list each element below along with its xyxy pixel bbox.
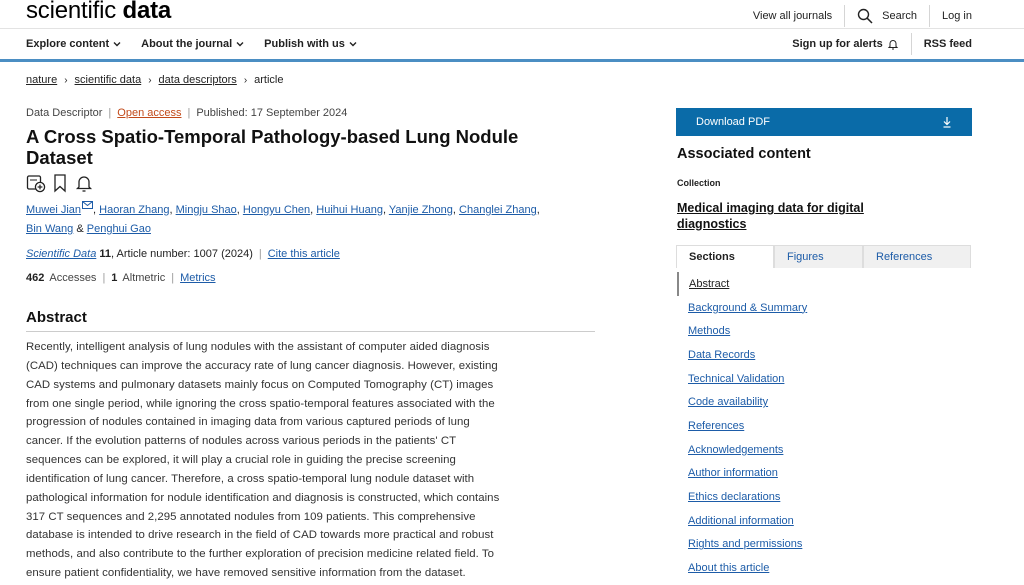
altmetric-count: 1 (111, 272, 118, 284)
abstract-line: ensure patient confidentiality, we have removed sensitive information from the dataset. (26, 567, 466, 580)
login-link[interactable]: Log in (942, 10, 972, 22)
divider (911, 33, 912, 55)
breadcrumb-separator: › (243, 74, 248, 86)
bookmark-icon[interactable] (50, 173, 70, 193)
abstract-line: from one single period, while ignoring the cross spatio-temporal features associated with the (26, 397, 495, 410)
search-label: Search (882, 10, 918, 22)
open-access-link[interactable]: Open access (117, 107, 182, 119)
bell-icon[interactable] (74, 173, 94, 193)
search-icon (857, 8, 873, 24)
breadcrumb-nature[interactable]: nature (26, 74, 58, 86)
collection-link[interactable]: Medical imaging data for digital diagnostics (677, 201, 864, 231)
section-link-rights[interactable]: Rights and permissions (688, 538, 803, 551)
author-list: Muwei Jian , Haoran Zhang, Mingju Shao, Hongyu Chen, Huihui Huang, Yanjie Zhong, Changlei Zhang, Bin Wang & Penghui Gao (26, 201, 596, 239)
journal-name-link[interactable]: Scientific Data (26, 248, 97, 260)
breadcrumb-separator: › (64, 74, 68, 86)
rss-feed-link[interactable]: RSS feed (923, 38, 972, 50)
section-link-author-information[interactable]: Author information (688, 467, 778, 480)
author-link[interactable]: Yanjie Zhong (388, 204, 453, 216)
chevron-down-icon (349, 40, 357, 48)
section-link-code-availability[interactable]: Code availability (688, 396, 769, 409)
article-type: Data Descriptor (26, 107, 103, 119)
section-link-acknowledgements[interactable]: Acknowledgements (688, 443, 784, 456)
accesses-label: Accesses (49, 272, 97, 284)
breadcrumb-scientific-data[interactable]: scientific data (74, 74, 142, 86)
header-rule (0, 59, 1024, 62)
breadcrumb (26, 74, 284, 86)
breadcrumb-separator: › (148, 74, 152, 86)
author-link[interactable]: Haoran Zhang (99, 204, 170, 216)
divider: | (187, 107, 191, 119)
cite-article-link[interactable]: Cite this article (267, 248, 340, 260)
volume: 11 (99, 248, 112, 260)
author-link[interactable]: Hongyu Chen (242, 204, 311, 216)
tab-sections[interactable]: Sections (676, 245, 774, 268)
section-link-ethics[interactable]: Ethics declarations (688, 491, 781, 504)
header-links (753, 5, 972, 27)
abstract-line: database is intended to drive research in the field of CAD towards more practical and robust (26, 529, 494, 542)
author-link[interactable]: Huihui Huang (316, 204, 383, 216)
site-logo[interactable] (26, 0, 171, 25)
abstract-heading: Abstract (26, 309, 87, 326)
download-icon (942, 116, 952, 128)
author-link[interactable]: Penghui Gao (86, 223, 151, 235)
tab-figures[interactable]: Figures (774, 245, 863, 268)
site-header (0, 0, 1024, 28)
section-link-additional-info[interactable]: Additional information (688, 514, 794, 527)
abstract-line: cancer. If the evolution patterns of nodules across various periods in the patients' CT (26, 435, 457, 448)
breadcrumb-current: article (254, 74, 284, 86)
alerts-label: Sign up for alerts (792, 38, 883, 50)
main-nav (0, 28, 1024, 60)
citation-line (26, 248, 340, 260)
explore-content-menu[interactable] (26, 38, 121, 50)
breadcrumb-data-descriptors[interactable]: data descriptors (158, 74, 237, 86)
abstract-line: identification of lung cancer. Therefore, a cross spatio-temporal lung nodule dataset with (26, 472, 475, 485)
section-link-data-records[interactable]: Data Records (688, 348, 756, 361)
about-journal-menu[interactable] (141, 38, 244, 50)
alerts-signup-button[interactable] (792, 38, 898, 50)
abstract-text (26, 338, 599, 583)
section-link-methods[interactable]: Methods (688, 325, 731, 338)
abstract-divider (26, 331, 595, 332)
search-button[interactable] (857, 8, 917, 24)
add-to-collection-icon[interactable] (26, 173, 46, 193)
abstract-line: methods, and also contribute to the further exploration of precision medicine related field. To (26, 548, 495, 561)
abstract-line: Recently, intelligent analysis of lung nodules with the assistant of computer aided diagnosis (26, 341, 490, 353)
publish-menu[interactable] (264, 38, 357, 50)
article-number: , Article number: 1007 (2024) (111, 248, 253, 260)
explore-label: Explore content (26, 38, 110, 50)
email-icon[interactable] (82, 201, 93, 209)
tab-references[interactable]: References (863, 245, 971, 268)
accesses-count: 462 (26, 272, 45, 284)
abstract-line: pathological information for nodule identification and diagnosis is constructed, which contains (26, 491, 500, 504)
section-link-background[interactable]: Background & Summary (688, 301, 808, 314)
collection-label: Collection (677, 178, 721, 188)
brand-light: scientific (26, 0, 117, 24)
author-link[interactable]: Changlei Zhang (459, 204, 537, 216)
altmetric-label: Altmetric (122, 272, 166, 284)
section-link-references[interactable]: References (688, 419, 745, 432)
abstract-line: sequences can be explored, it will play a crucial role in guiding the precise screening (26, 454, 456, 467)
download-pdf-button[interactable] (676, 108, 972, 136)
sections-list (677, 272, 967, 580)
abstract-line: 317 CT sequences and 2,295 annotated nodules from 109 patients. This comprehensive (26, 510, 476, 523)
divider: | (171, 272, 175, 284)
about-label: About the journal (141, 38, 233, 50)
publish-label: Publish with us (264, 38, 345, 50)
article-metrics (26, 272, 216, 284)
author-link[interactable]: Bin Wang (26, 223, 74, 235)
section-link-abstract[interactable]: Abstract (677, 272, 967, 296)
section-link-about[interactable]: About this article (688, 562, 770, 575)
author-link[interactable]: Muwei Jian (26, 204, 82, 216)
published-date: Published: 17 September 2024 (196, 107, 348, 119)
abstract-line: (CAD) techniques can improve the accuracy rate of lung cancer diagnosis. However, existing (26, 359, 498, 372)
divider: | (102, 272, 106, 284)
associated-content-heading: Associated content (677, 146, 811, 162)
article-meta (26, 107, 347, 119)
download-pdf-label: Download PDF (696, 116, 770, 128)
abstract-line: CAD systems and pulmonary datasets mainly focus on Computed Tomography (CT) images (26, 378, 494, 391)
bell-icon (887, 38, 899, 50)
sidebar-tabs (676, 245, 971, 268)
chevron-down-icon (113, 40, 121, 48)
divider (844, 5, 845, 27)
divider: | (258, 248, 262, 260)
section-link-technical-validation[interactable]: Technical Validation (688, 372, 785, 385)
article-actions (26, 173, 98, 193)
chevron-down-icon (236, 40, 244, 48)
divider: | (108, 107, 112, 119)
author-link[interactable]: Mingju Shao (175, 204, 237, 216)
view-all-journals-link[interactable]: View all journals (752, 10, 833, 22)
divider (929, 5, 930, 27)
article-title: A Cross Spatio-Temporal Pathology-based Lung Nodule Dataset (26, 126, 519, 168)
abstract-line: progression of nodules contained in imaging data from various captured periods of lung (26, 416, 470, 429)
metrics-link[interactable]: Metrics (180, 272, 216, 284)
brand-bold: data (122, 0, 172, 24)
